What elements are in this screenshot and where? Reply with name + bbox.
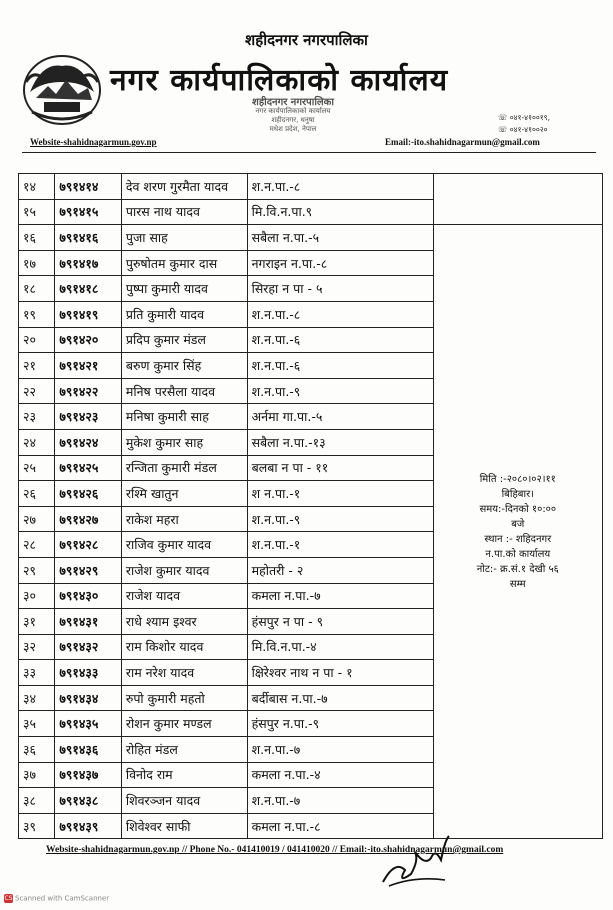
address-cell: हंसपुर न पा - ९	[247, 609, 433, 635]
serial-number-cell: २८	[19, 532, 55, 558]
roll-number-cell: ७९१४३४	[55, 685, 122, 711]
address-cell: श.न.पा.-८	[247, 174, 433, 200]
serial-number-cell: २२	[19, 378, 55, 404]
office-stamp	[238, 98, 348, 158]
serial-number-cell: १५	[19, 199, 55, 225]
footer-contact[interactable]: Website-shahidnagarmun.gov.np // Phone No.- 041410019 / 041410020 // Email:-ito.shahidnagarmun@gmail.com	[46, 845, 504, 855]
roll-number-cell: ७९१४२९	[55, 557, 122, 583]
roll-number-cell: ७९१४१७	[55, 250, 122, 276]
office-title: नगर कार्यपालिकाको कार्यालय	[110, 63, 449, 98]
candidate-name-cell: रन्जिता कुमारी मंडल	[121, 455, 247, 481]
candidate-name-cell: राधे श्याम इश्वर	[121, 609, 247, 635]
candidate-name-cell: राम नरेश यादव	[121, 660, 247, 686]
table-row	[19, 174, 603, 200]
address-cell: सबैला न.पा.-१३	[247, 429, 433, 455]
header-website-link[interactable]: Website-shahidnagarmun.gov.np	[30, 137, 157, 147]
serial-number-cell: ३५	[19, 711, 55, 737]
roll-number-cell: ७९१४१४	[55, 174, 122, 200]
candidate-name-cell: राम किशोर यादव	[121, 634, 247, 660]
candidate-name-cell: बरुण कुमार सिंह	[121, 353, 247, 379]
candidate-name-cell: प्रदिप कुमार मंडल	[121, 327, 247, 353]
roll-number-cell: ७९१४२३	[55, 404, 122, 430]
roll-number-cell: ७९१४३६	[55, 737, 122, 763]
roll-number-cell: ७९१४२८	[55, 532, 122, 558]
serial-number-cell: १४	[19, 174, 55, 200]
municipality-name: शहीदनगर नगरपालिका	[245, 31, 368, 49]
phone-line: ☏ ०४१-४१००१९,	[498, 113, 550, 122]
candidate-name-cell: रश्मि खातुन	[121, 481, 247, 507]
serial-number-cell: ३०	[19, 583, 55, 609]
address-cell: श.न.पा.-६	[247, 327, 433, 353]
address-cell: सबैला न.पा.-५	[247, 225, 433, 251]
roll-number-cell: ७९१४३७	[55, 762, 122, 788]
address-cell: श.न.पा.-१	[247, 532, 433, 558]
serial-number-cell: १७	[19, 250, 55, 276]
candidate-name-cell: प्रति कुमारी यादव	[121, 301, 247, 327]
address-cell: क्षिरेश्वर नाथ न पा - १	[247, 660, 433, 686]
serial-number-cell: ३७	[19, 762, 55, 788]
serial-number-cell: २७	[19, 506, 55, 532]
serial-number-cell: २५	[19, 455, 55, 481]
roll-number-cell: ७९१४१८	[55, 276, 122, 302]
roll-number-cell: ७९१४३८	[55, 788, 122, 814]
address-cell: बलबा न पा - ११	[247, 455, 433, 481]
candidate-name-cell: मुकेश कुमार साह	[121, 429, 247, 455]
address-cell: अर्नमा गा.पा.-५	[247, 404, 433, 430]
address-cell: नगराइन न.पा.-८	[247, 250, 433, 276]
stamp-line: मधेश प्रदेश, नेपाल	[269, 125, 317, 133]
roll-number-cell: ७९१४२७	[55, 506, 122, 532]
serial-number-cell: २१	[19, 353, 55, 379]
candidate-name-cell: पुष्पा कुमारी यादव	[121, 276, 247, 302]
candidate-name-cell: शिवेश्वर साफी	[121, 813, 247, 839]
scanner-text: Scanned with CamScanner	[15, 894, 110, 903]
note-place2: न.पा.को कार्यालय	[485, 548, 551, 560]
roll-number-cell: ७९१४३२	[55, 634, 122, 660]
header-divider	[22, 152, 596, 153]
note-remark: नोट:- क्र.सं.१ देखी ५६	[476, 563, 559, 575]
candidate-name-cell: देव शरण गुरमैता यादव	[121, 174, 247, 200]
roll-number-cell: ७९१४१५	[55, 199, 122, 225]
address-cell: हंसपुर न.पा.-९	[247, 711, 433, 737]
serial-number-cell: २३	[19, 404, 55, 430]
address-cell: सिरहा न पा - ५	[247, 276, 433, 302]
address-cell: कमला न.पा.-४	[247, 762, 433, 788]
serial-number-cell: ३८	[19, 788, 55, 814]
note-time2: बजे	[511, 518, 525, 530]
serial-number-cell: २४	[19, 429, 55, 455]
serial-number-cell: ३१	[19, 609, 55, 635]
candidate-name-cell: विनोद राम	[121, 762, 247, 788]
address-cell: बर्दीबास न.पा.-७	[247, 685, 433, 711]
note-date: मिति :-२०८०।०२।११	[479, 473, 556, 485]
candidate-name-cell: राजेश कुमार यादव	[121, 557, 247, 583]
roll-number-cell: ७९१४२१	[55, 353, 122, 379]
remarks-cell-empty	[433, 174, 602, 225]
municipality-emblem-icon	[22, 52, 102, 127]
candidate-name-cell: राजिव कुमार यादव	[121, 532, 247, 558]
candidate-table	[18, 173, 603, 839]
roll-number-cell: ७९१४३५	[55, 711, 122, 737]
scanner-watermark	[4, 894, 109, 903]
serial-number-cell: १९	[19, 301, 55, 327]
candidate-name-cell: मनिषा कुमारी साह	[121, 404, 247, 430]
serial-number-cell: १८	[19, 276, 55, 302]
candidate-name-cell: रोहित मंडल	[121, 737, 247, 763]
address-cell: कमला न.पा.-७	[247, 583, 433, 609]
roll-number-cell: ७९१४२६	[55, 481, 122, 507]
candidate-name-cell: रोशन कुमार मण्डल	[121, 711, 247, 737]
address-cell: कमला न.पा.-८	[247, 813, 433, 839]
serial-number-cell: २६	[19, 481, 55, 507]
address-cell: श.न.पा.-८	[247, 301, 433, 327]
candidate-name-cell: पुरुषोतम कुमार दास	[121, 250, 247, 276]
note-day: बिहिबार।	[501, 488, 534, 500]
roll-number-cell: ७९१४३०	[55, 583, 122, 609]
serial-number-cell: २९	[19, 557, 55, 583]
note-time: समय:-दिनको १०:००	[479, 503, 557, 515]
candidate-name-cell: रुपो कुमारी महतो	[121, 685, 247, 711]
candidate-name-cell: शिवरञ्जन यादव	[121, 788, 247, 814]
candidate-name-cell: राजेश यादव	[121, 583, 247, 609]
note-place: स्थान :- शहिदनगर	[484, 533, 552, 545]
roll-number-cell: ७९१४३१	[55, 609, 122, 635]
roll-number-cell: ७९१४२४	[55, 429, 122, 455]
phone-line: ☏ ०४१-४१००२०	[498, 125, 548, 134]
serial-number-cell: ३६	[19, 737, 55, 763]
serial-number-cell: ३३	[19, 660, 55, 686]
stamp-line: शहीदनगर नगरपालिका	[252, 97, 334, 108]
roll-number-cell: ७९१४१६	[55, 225, 122, 251]
address-cell: मि.वि.न.पा.९	[247, 199, 433, 225]
serial-number-cell: १६	[19, 225, 55, 251]
roll-number-cell: ७९१४२०	[55, 327, 122, 353]
candidate-name-cell: पुजा साह	[121, 225, 247, 251]
serial-number-cell: ३९	[19, 813, 55, 839]
address-cell: श.न.पा.-७	[247, 737, 433, 763]
address-cell: श.न.पा.-९	[247, 506, 433, 532]
roll-number-cell: ७९१४२२	[55, 378, 122, 404]
stamp-line: शहीदनगर, धनुषा	[271, 116, 315, 124]
note-remark2: सम्म	[509, 578, 526, 590]
address-cell: महोतरी - २	[247, 557, 433, 583]
roll-number-cell: ७९१४३३	[55, 660, 122, 686]
exam-schedule-note	[433, 225, 602, 839]
camscanner-logo-icon: CS	[4, 895, 13, 902]
serial-number-cell: ३२	[19, 634, 55, 660]
serial-number-cell: ३४	[19, 685, 55, 711]
roll-number-cell: ७९१४२५	[55, 455, 122, 481]
address-cell: श.न.पा.-६	[247, 353, 433, 379]
address-cell: श.न.पा.-७	[247, 788, 433, 814]
header-email[interactable]: Email:-ito.shahidnagarmun@gmail.com	[385, 137, 540, 147]
signature-icon	[375, 830, 465, 890]
phone-numbers	[498, 112, 550, 136]
address-cell: श.न.पा.-९	[247, 378, 433, 404]
table-row	[19, 225, 603, 251]
address-cell: मि.वि.न.पा.-४	[247, 634, 433, 660]
candidate-name-cell: राकेश महरा	[121, 506, 247, 532]
roll-number-cell: ७९१४३९	[55, 813, 122, 839]
serial-number-cell: २०	[19, 327, 55, 353]
candidate-name-cell: मनिष परसैला यादव	[121, 378, 247, 404]
address-cell: श न.पा.-१	[247, 481, 433, 507]
roll-number-cell: ७९१४१९	[55, 301, 122, 327]
stamp-line: नगर कार्यपालिकाको कार्यालय	[255, 107, 331, 115]
candidate-name-cell: पारस नाथ यादव	[121, 199, 247, 225]
